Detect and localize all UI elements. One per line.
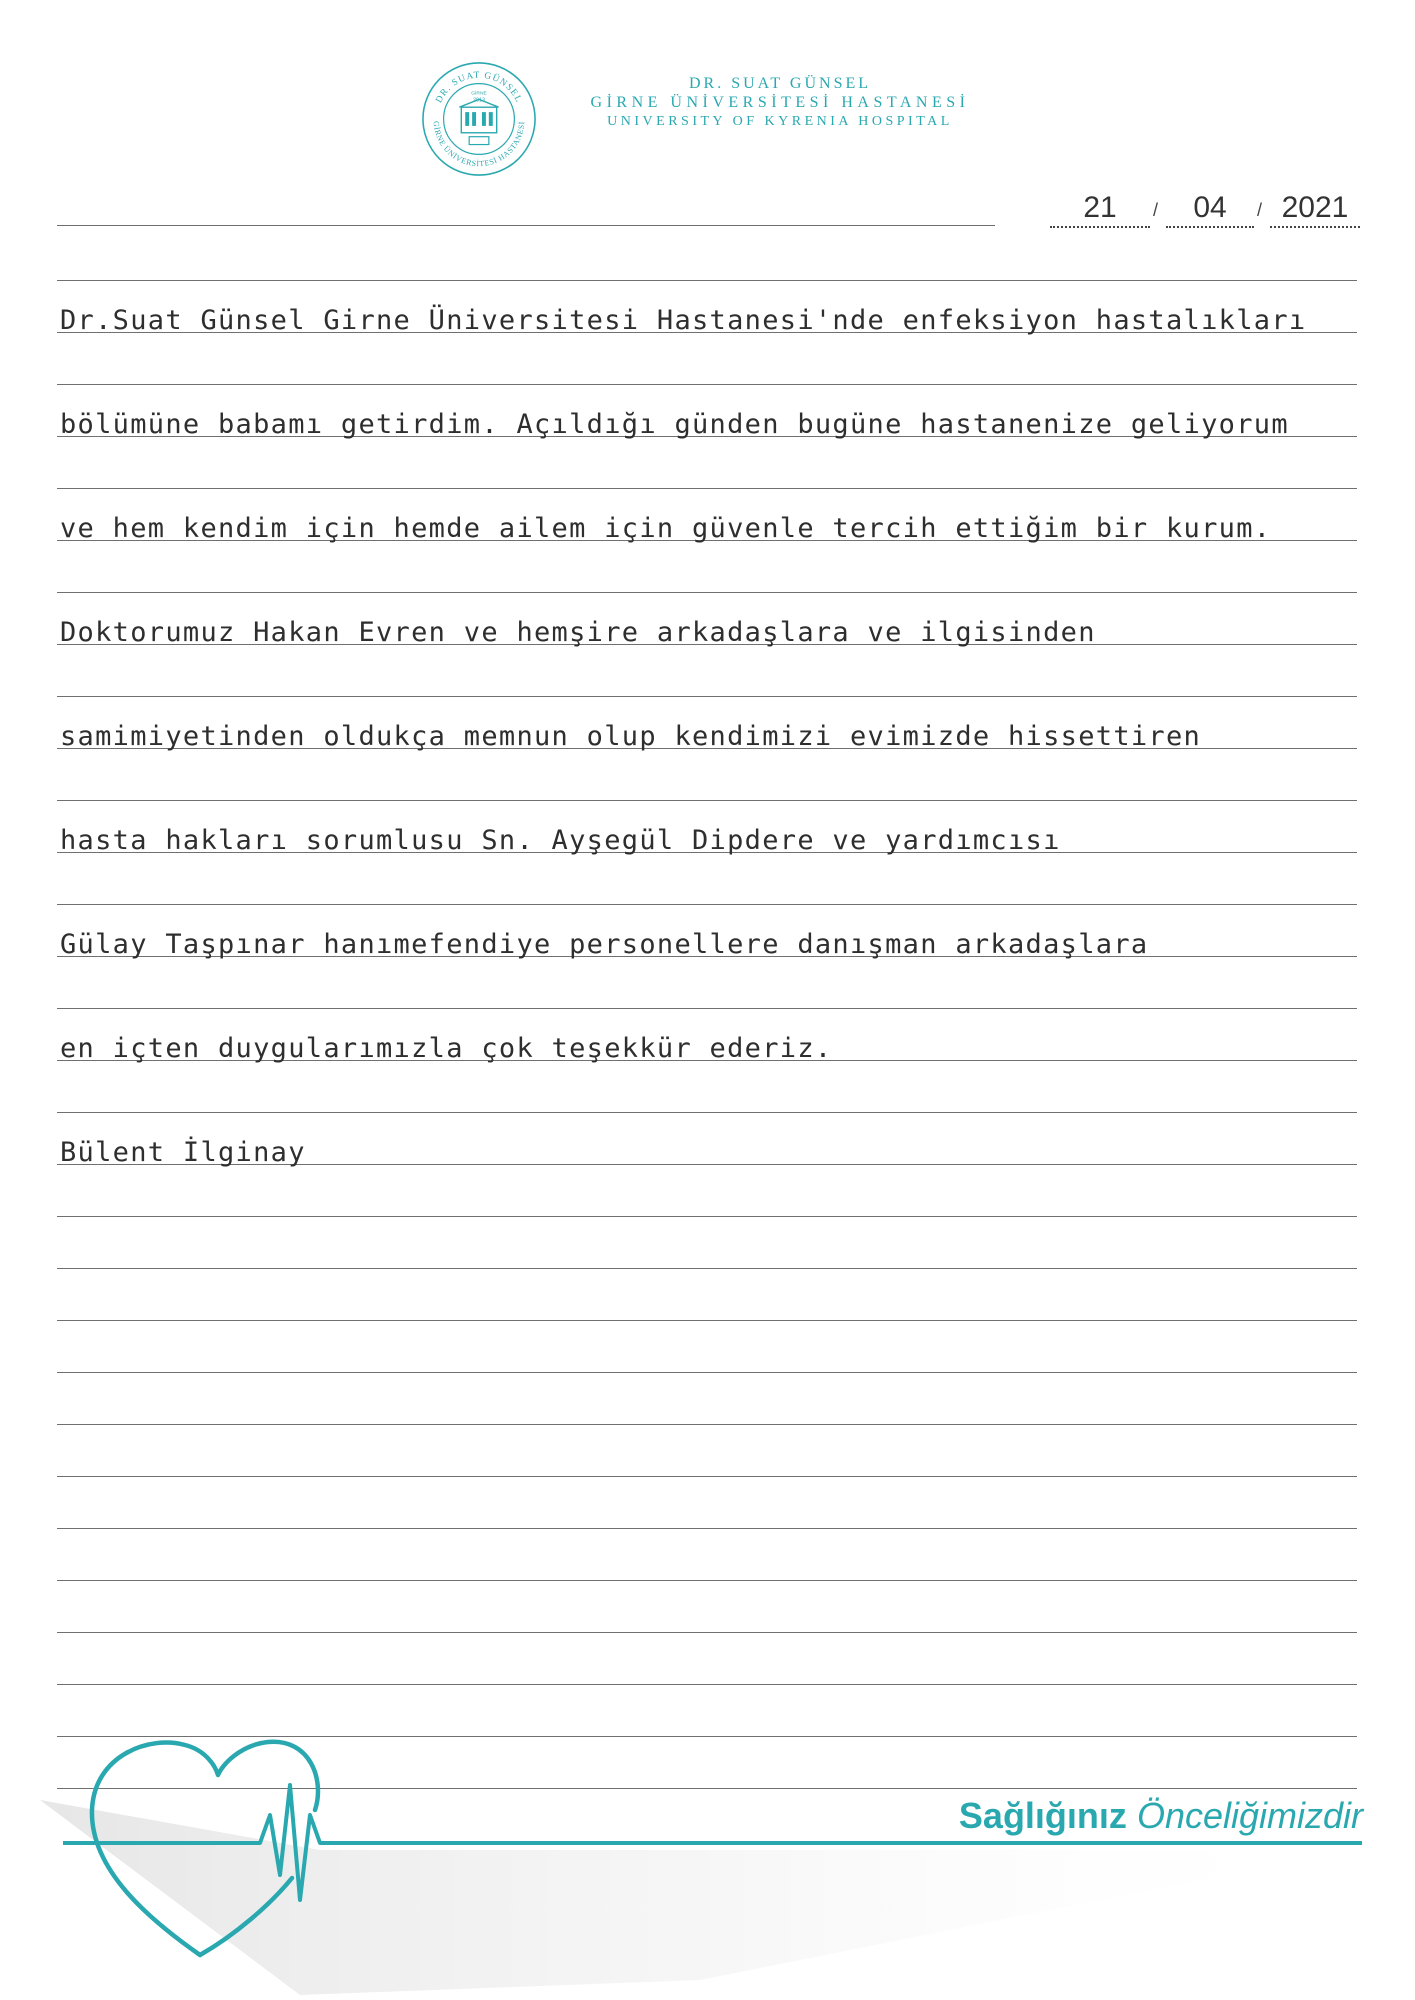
slogan-italic: Önceliğimizdir [1136,1795,1363,1836]
ruled-line [57,696,1357,697]
svg-text:GİRNE: GİRNE [471,91,487,97]
heart-ecg-graphic [0,1720,1415,2000]
ruled-line [57,280,1357,281]
date-field [1050,190,1360,230]
ruled-line [57,1528,1357,1529]
svg-text:2013: 2013 [473,97,485,104]
hospital-name-line3: UNIVERSITY OF KYRENIA HOSPITAL [607,114,953,129]
ruled-line [57,1684,1357,1685]
ruled-line [57,1216,1357,1217]
ruled-line [57,384,1357,385]
hospital-name [560,74,1000,131]
letter-line: Gülay Taşpınar hanımefendiye personellere danışman arkadaşlara [60,929,1149,960]
date-month: 04 [1166,190,1254,228]
hospital-name-line2: GİRNE ÜNİVERSİTESİ HASTANESİ [590,94,970,111]
letter-line: en içten duygularımızla çok teşekkür ederiz. [60,1033,833,1064]
slogan [959,1795,1363,1837]
ruled-line [57,488,1357,489]
date-separator: / [1257,200,1263,220]
letter-line: hasta hakları sorumlusu Sn. Ayşegül Dipdere ve yardımcısı [60,825,1061,856]
svg-text:GİRNE ÜNİVERSİTESİ HASTANESİ: GİRNE ÜNİVERSİTESİ HASTANESİ [431,120,527,169]
ruled-line [57,1112,1357,1113]
ruled-line [57,1476,1357,1477]
letter-line: samimiyetinden oldukça memnun olup kendimizi evimizde hissettiren [60,721,1202,752]
letter-line: bölümüne babamı getirdim. Açıldığı günden bugüne hastanenize geliyorum [60,409,1289,440]
ruled-line [57,800,1357,801]
ruled-line [57,1372,1357,1373]
date-day: 21 [1050,190,1150,228]
hospital-name-line1: DR. SUAT GÜNSEL [688,75,872,92]
letter-signature: Bülent İlginay [60,1137,306,1168]
ruled-line [57,1580,1357,1581]
header-rule [57,225,995,226]
letter-line: Dr.Suat Günsel Girne Üniversitesi Hastanesi'nde enfeksiyon hastalıkları [60,305,1307,336]
svg-text:DR. SUAT GÜNSEL: DR. SUAT GÜNSEL [434,70,524,105]
ruled-line [57,1320,1357,1321]
letter-line: ve hem kendim için hemde ailem için güvenle tercih ettiğim bir kurum. [60,513,1272,544]
date-year: 2021 [1270,190,1360,228]
date-separator: / [1153,200,1159,220]
hospital-seal-logo [420,60,538,178]
ruled-line [57,1008,1357,1009]
letter-line: Doktorumuz Hakan Evren ve hemşire arkadaşlara ve ilgisinden [60,617,1096,648]
slogan-bold: Sağlığınız [958,1795,1127,1836]
ruled-line [57,1424,1357,1425]
ruled-line [57,1632,1357,1633]
hospital-header [420,60,1000,190]
ruled-line [57,592,1357,593]
ruled-line [57,904,1357,905]
ruled-line [57,1268,1357,1269]
